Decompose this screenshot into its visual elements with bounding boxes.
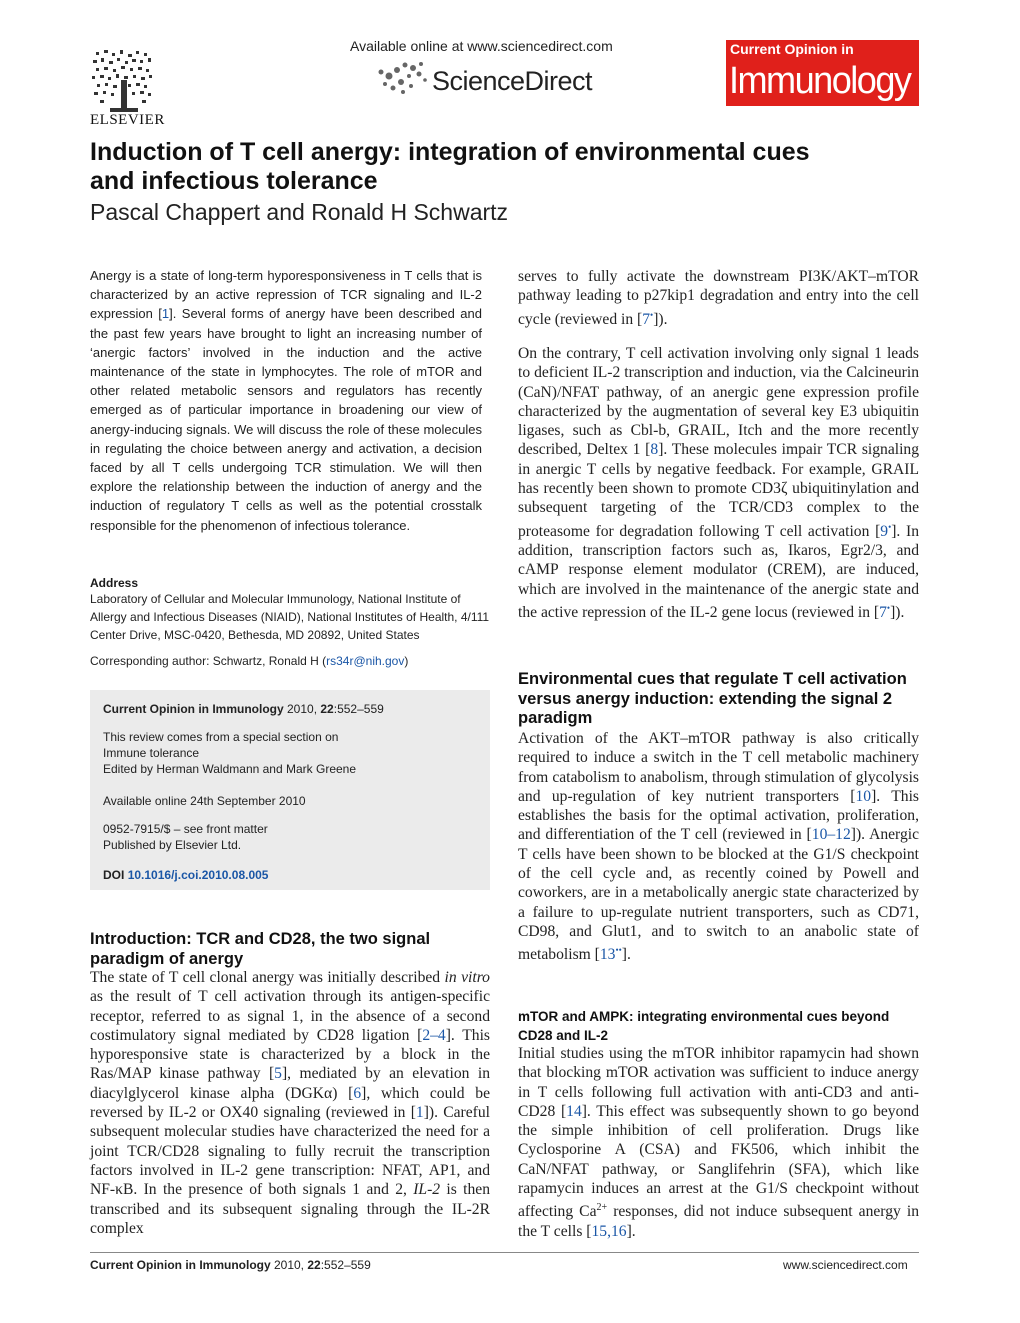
ref-mark: •• bbox=[615, 945, 622, 956]
info-pages: :552–559 bbox=[333, 702, 384, 716]
abstract-text: ]. Several forms of anergy have been described and the past few years have brought to light an increasing number of ‘anergic factors’ involved in the induction and the active maintenance of the state in lymphocytes. The role of mTOR and other related metabolic sensors and regulators has recently emerged as of particular importance in broadening our view of anergy-inducing signals. We will discuss the role of these molecules in regulating the choice between anergy and activation, a decision faced by all T cells undergoing TCR stimulation. We will then explore the relationship between the induction of anergy and the induction of regulatory T cells as well as the potential crosstalk responsible for the phenomenon of infectious tolerance. bbox=[90, 306, 482, 533]
ref-link[interactable]: 13•• bbox=[599, 945, 622, 964]
info-citation bbox=[103, 702, 384, 716]
footer-url[interactable]: www.sciencedirect.com bbox=[783, 1258, 908, 1272]
publisher-name: ELSEVIER bbox=[90, 112, 165, 128]
sciencedirect-dots-icon bbox=[375, 60, 431, 100]
corresponding-author bbox=[90, 654, 408, 668]
ref-link[interactable]: 5 bbox=[274, 1065, 282, 1083]
journal-logo-main: Immunology bbox=[729, 60, 911, 102]
ref-link[interactable]: 1 bbox=[415, 1104, 424, 1122]
journal-logo bbox=[726, 40, 919, 106]
corresponding-end: ) bbox=[404, 654, 409, 668]
col2-paragraph-2: Activation of the AKT–mTOR pathway is also critically required to induce a switch in the T cell metabolic machinery from catabolism to anabolism, through stimulation of glycolysis and up-regulation of key nutrient transporters [10]. This establishes the basis for the optimal activation, proliferation, and differentiation of the T cell (reviewed in [10–12]). Anergic T cells have been shown to be blocked at the G1/S checkpoint of the cell cycle and, as recently coined by Powell and coworkers, are in a metabolically anergic state characterized by a failure to up-regulate nutrient transporters, such as CD71, CD98, and Glut1, and to switch to an anabolic state of metabolism [13••]. bbox=[518, 730, 920, 964]
ref-mark: • bbox=[886, 603, 891, 614]
ref-link[interactable]: 9• bbox=[880, 521, 892, 540]
ref-link[interactable]: 6 bbox=[353, 1084, 362, 1102]
email-link[interactable]: rs34r@nih.gov bbox=[326, 654, 405, 668]
ref-mark: • bbox=[888, 521, 892, 532]
info-section-line2: Immune tolerance bbox=[103, 746, 200, 760]
info-section-line1: This review comes from a special section on bbox=[103, 730, 339, 744]
doi-label: DOI bbox=[103, 868, 125, 882]
address-heading: Address bbox=[90, 576, 139, 590]
mtor-heading: mTOR and AMPK: integrating environmental cues beyond CD28 and IL-2 bbox=[518, 1009, 890, 1043]
ref-link[interactable]: 15,16 bbox=[591, 1222, 627, 1240]
footer-year: 2010, bbox=[270, 1258, 308, 1272]
ref-link[interactable]: 8 bbox=[650, 441, 659, 459]
ref-link[interactable]: 1 bbox=[161, 306, 170, 322]
col2-paragraph-3: Initial studies using the mTOR inhibitor rapamycin had shown that blocking mTOR activation was sufficient to induce anergy in T cells following full activation with anti-CD3 and anti-CD28 [14]. This effect was subsequently shown to go beyond the simple inhibition of cell proliferation. Drugs like Cyclosporine A (CSA) and FK506, which inhibit the CaN/NFAT pathway, or Sanglifehrin (SFA), which like rapamycin induces an arrest at the G1/S checkpoint without affecting $Ca^{2+}$ responses, did not induce subsequent anergy in the T cells [15,16]. bbox=[518, 1045, 919, 1240]
info-edited-by: Edited by Herman Waldmann and Mark Greene bbox=[103, 762, 357, 776]
doi-link[interactable]: 10.1016/j.coi.2010.08.005 bbox=[127, 868, 269, 882]
address-text: Laboratory of Cellular and Molecular Immunology, National Institute of Allergy and Infectious Diseases (NIAID), National Institutes of Health, 4/111 Center Drive, MSC-0420, Bethesda, MD 20892, United States bbox=[90, 592, 490, 642]
environment-heading: Environmental cues that regulate T cell activation versus anergy induction: extending the signal 2 paradigm bbox=[518, 670, 907, 727]
info-journal: Current Opinion in Immunology bbox=[103, 702, 284, 716]
col2-paragraph-1: On the contrary, T cell activation involving only signal 1 leads to deficient IL-2 transcription and induction, via the Calcineurin (CaN)/NFAT pathway, of an anergic gene expression profile characterized by the augmentation of several key E3 ubiquitin ligases, such as Cbl-b, GRAIL, Itch and the more recently described, Deltex 1 [8]. These molecules impair TCR signaling in anergic T cells by negative feedback. For example, GRAIL has recently been shown to promote CD3ζ ubiquitinylation and subsequent targeting of the TCR/CD3 complex to the proteasome for degradation following T cell activation [9•]. In addition, transcription factors such as, Ikaros, Egr2/3, and cAMP response element modulator (CREM), are induced, which are involved in the maintenance of the anergic state and the active repression of the IL-2 gene locus (reviewed in [7•]). bbox=[518, 345, 919, 622]
footer-divider bbox=[90, 1252, 919, 1253]
info-year: 2010, bbox=[287, 702, 318, 716]
corresponding-label: Corresponding author: Schwartz, Ronald H ( bbox=[90, 654, 327, 668]
ref-link[interactable]: 10 bbox=[855, 787, 872, 805]
article-info-box bbox=[90, 690, 490, 890]
info-issn: 0952-7915/$ – see front matter bbox=[103, 822, 268, 836]
footer-journal: Current Opinion in Immunology bbox=[90, 1258, 271, 1272]
footer-citation bbox=[90, 1258, 371, 1272]
info-published-by: Published by Elsevier Ltd. bbox=[103, 838, 242, 852]
abstract bbox=[90, 266, 482, 535]
abstract-text: Anergy is a state of long-term hyporesponsiveness in T cells that is characterized by an active repression of TCR signaling and IL-2 expression [ bbox=[90, 268, 482, 322]
ref-link[interactable]: 7• bbox=[642, 309, 654, 328]
journal-logo-top: Current Opinion in bbox=[730, 41, 854, 57]
ref-link[interactable]: 14 bbox=[566, 1102, 582, 1120]
ref-link[interactable]: 10–12 bbox=[811, 826, 851, 844]
article-authors: Pascal Chappert and Ronald H Schwartz bbox=[90, 199, 509, 225]
footer-volume: 22 bbox=[307, 1258, 321, 1272]
article-title: Induction of T cell anergy: integration of environmental cues and infectious tolerance bbox=[90, 138, 810, 195]
col2-paragraph-0: serves to fully activate the downstream PI3K/AKT–mTOR pathway leading to p27kip1 degradation and entry into the cell cycle (reviewed in [7•]). bbox=[518, 268, 919, 328]
available-online-text[interactable]: Available online at www.sciencedirect.com bbox=[350, 38, 613, 54]
intro-heading: Introduction: TCR and CD28, the two signal paradigm of anergy bbox=[90, 930, 431, 968]
ref-mark: • bbox=[650, 309, 654, 320]
footer-pages: :552–559 bbox=[320, 1258, 371, 1272]
info-volume: 22 bbox=[320, 702, 334, 716]
info-available: Available online 24th September 2010 bbox=[103, 794, 306, 808]
ref-link[interactable]: 7• bbox=[879, 603, 891, 622]
ref-link[interactable]: 2–4 bbox=[422, 1026, 446, 1044]
sciencedirect-logo-text[interactable]: ScienceDirect bbox=[432, 66, 593, 96]
info-doi bbox=[103, 868, 268, 882]
intro-paragraph: The state of T cell clonal anergy was initially described in vitro as the result of T cell activation through its antigen-specific receptor, referred to as signal 1, in the absence of a second costimulatory signal mediated by CD28 ligation [2–4]. This hyporesponsive state is characterized by a block in the Ras/MAP kinase pathway [5], mediated by an elevation in diacylglycerol kinase alpha (DGKα) [6], which could be reversed by IL-2 or OX40 signaling (reviewed in [1]). Careful subsequent molecular studies have characterized the need for a joint TCR/CD28 signaling to fully recruit the transcription factors involved in IL-2 gene transcription: NFAT, AP1, and NF-κB. In the presence of both signals 1 and 2, IL-2 is then transcribed and its subsequent signaling through the IL-2R complex bbox=[90, 969, 491, 1237]
